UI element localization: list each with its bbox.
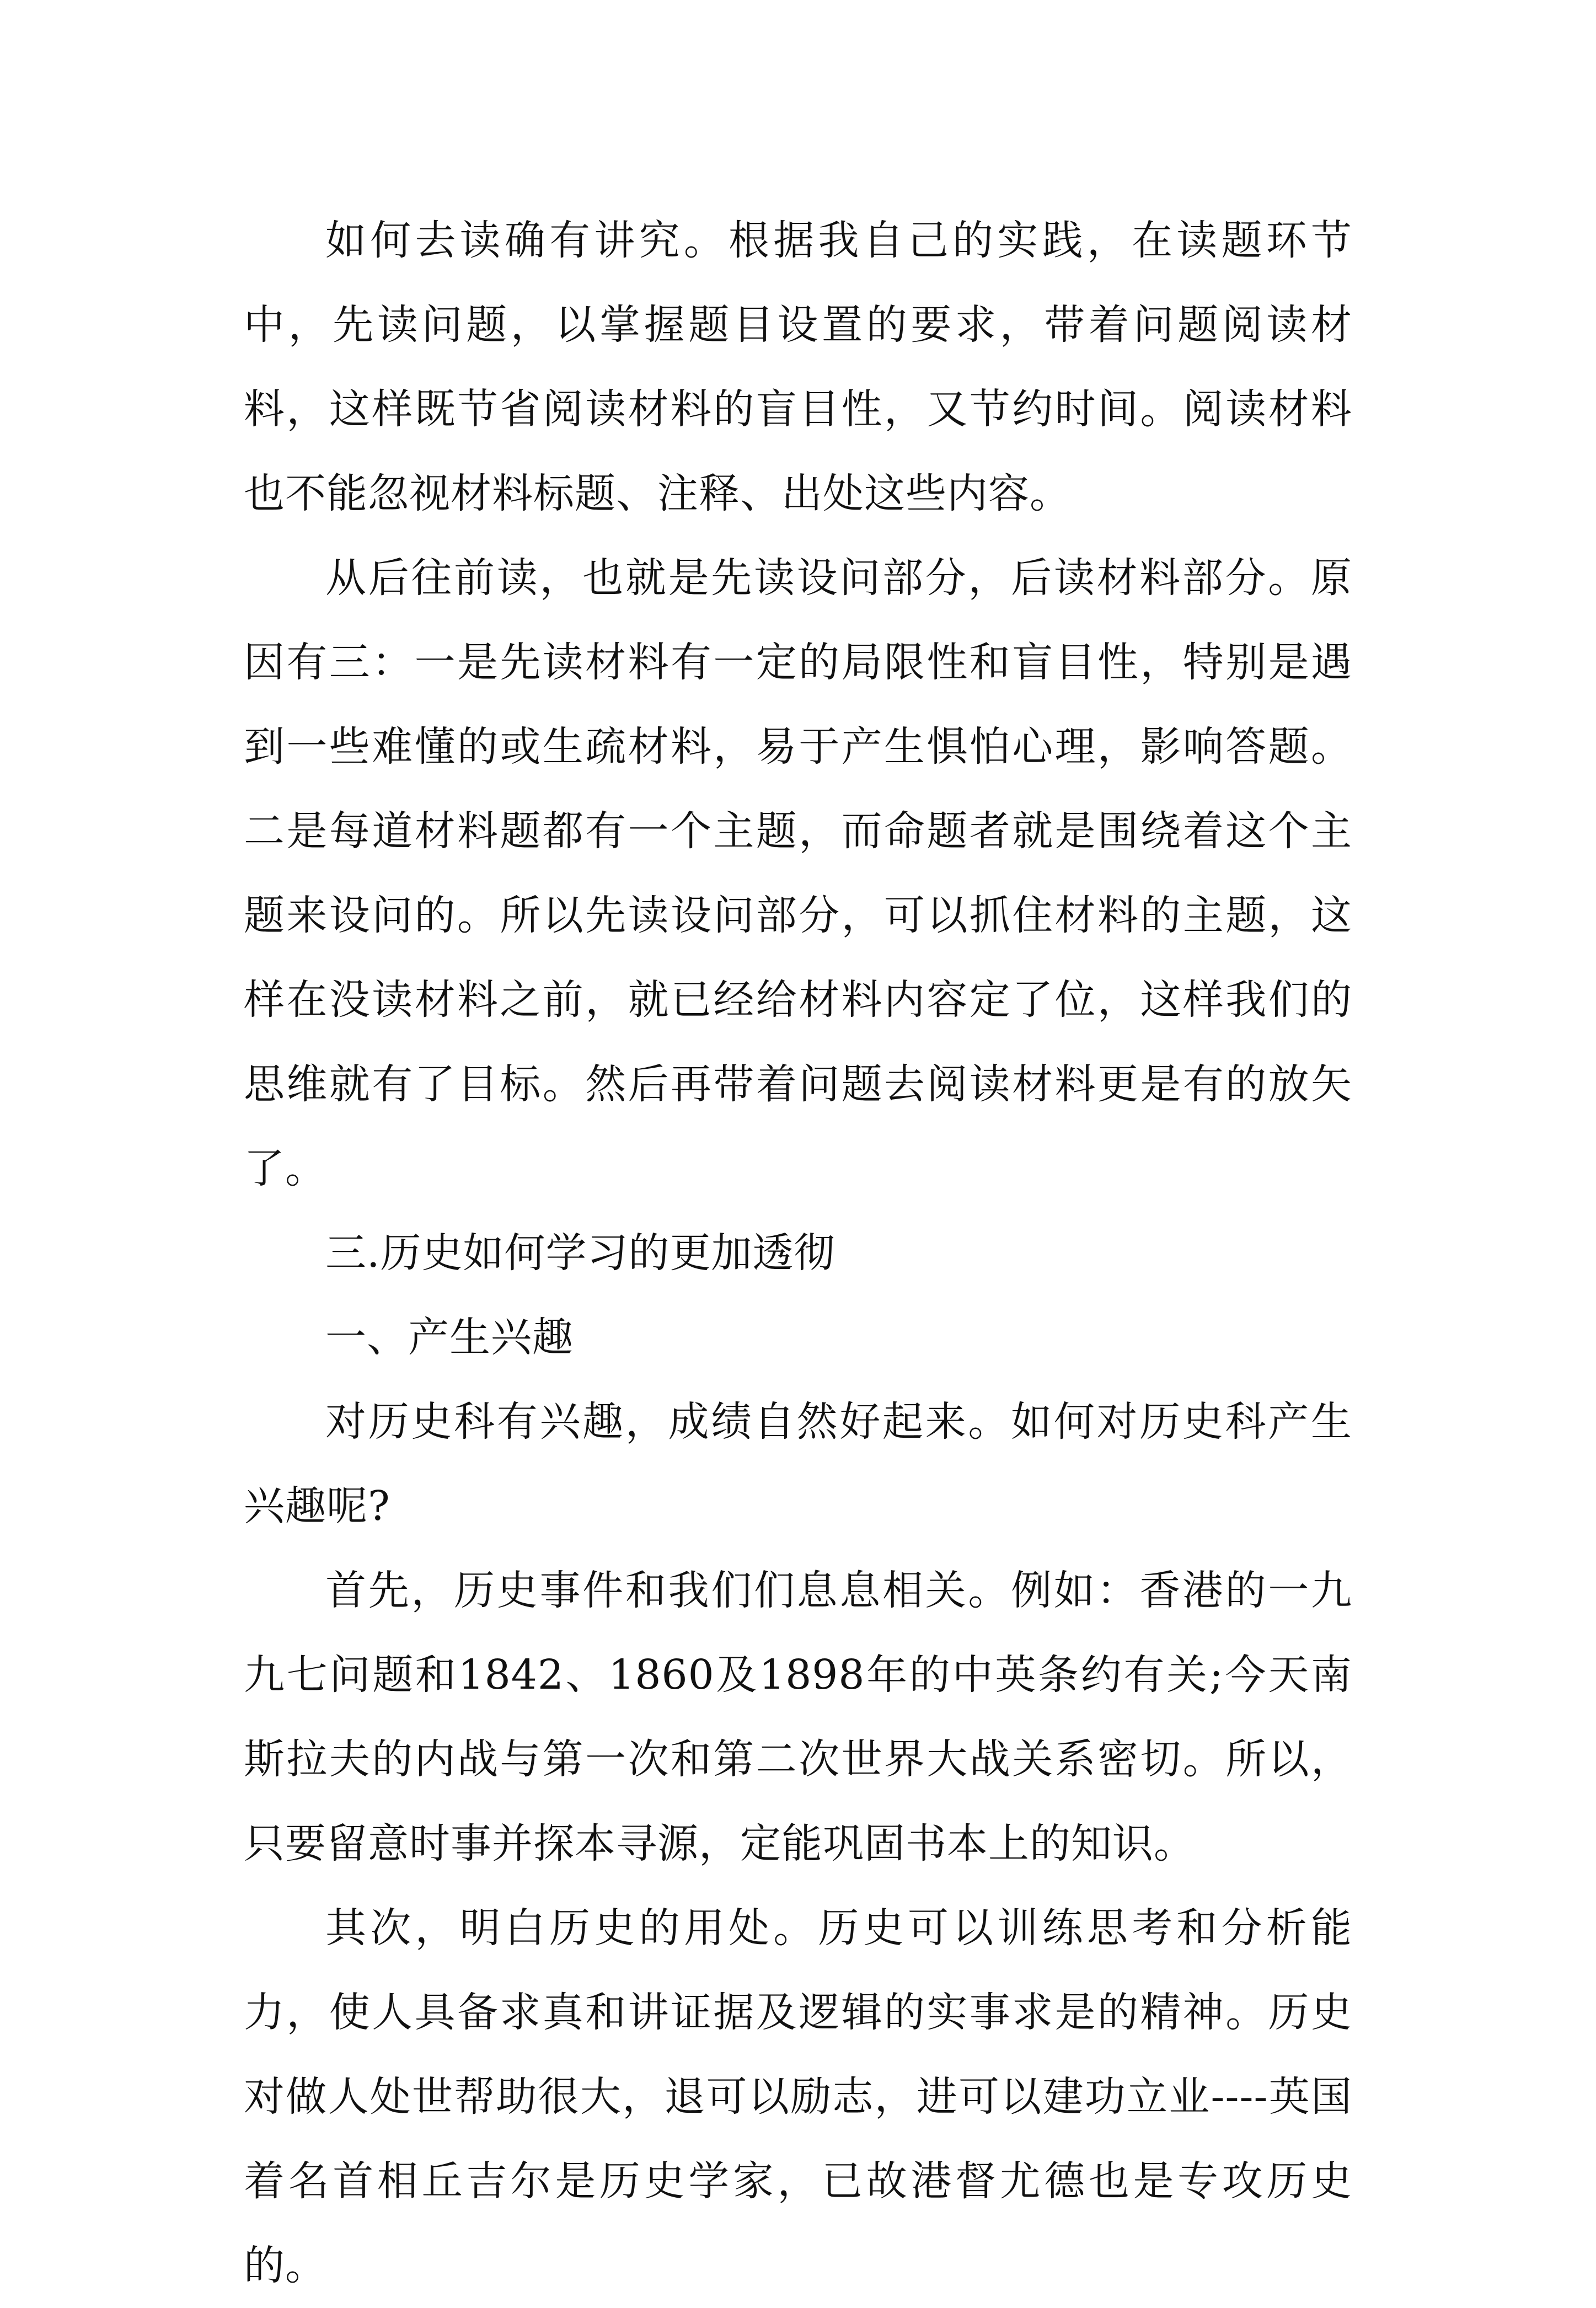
document-body: [244, 199, 1352, 2308]
paragraph-first-point: 首先，历史事件和我们们息息相关。例如：香港的一九九七问题和1842、1860及1898年的中英条约有关;今天南斯拉夫的内战与第一次和第二次世界大战关系密切。所以，只要留意时事并探本寻源，定能巩固书本上的知识。: [244, 1567, 1352, 1867]
paragraph-interest-intro: 对历史科有兴趣，成绩自然好起来。如何对历史科产生兴趣呢?: [244, 1398, 1352, 1530]
section-heading: 三.历史如何学习的更加透彻: [325, 1229, 836, 1277]
subsection-heading: 一、产生兴趣: [325, 1314, 574, 1361]
paragraph-second-point: 其次，明白历史的用处。历史可以训练思考和分析能力，使人具备求真和讲证据及逻辑的实事求是的精神。历史对做人处世帮助很大，退可以励志，进可以建功立业----英国着名首相丘吉尔是历史学家，已故港督尤德也是专攻历史的。: [244, 1904, 1352, 2289]
paragraph-read-backwards: 从后往前读，也就是先读设问部分，后读材料部分。原因有三：一是先读材料有一定的局限性和盲目性，特别是遇到一些难懂的或生疏材料，易于产生惧怕心理，影响答题。二是每道材料题都有一个主题，而命题者就是围绕着这个主题来设问的。所以先读设问部分，可以抓住材料的主题，这样在没读材料之前，就已经给材料内容定了位，这样我们的思维就有了目标。然后再带着问题去阅读材料更是有的放矢了。: [244, 554, 1352, 1192]
paragraph-reading-method: 如何去读确有讲究。根据我自己的实践，在读题环节中，先读问题，以掌握题目设置的要求，带着问题阅读材料，这样既节省阅读材料的盲目性，又节约时间。阅读材料也不能忽视材料标题、注释、出处这些内容。: [244, 217, 1352, 517]
